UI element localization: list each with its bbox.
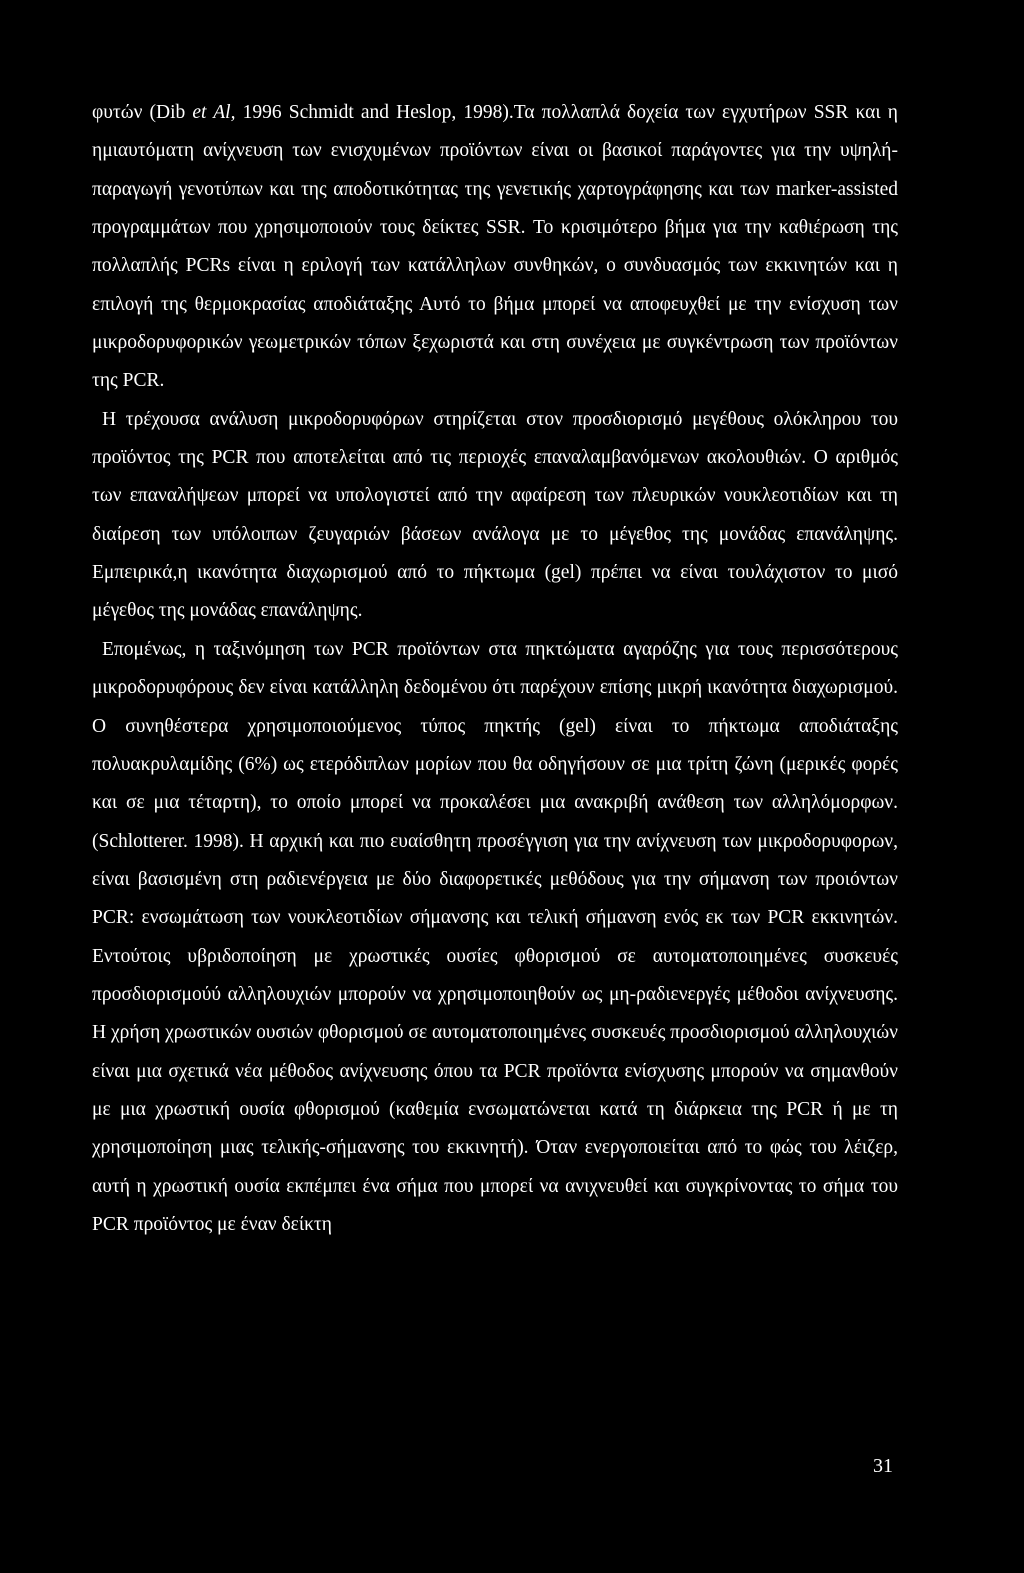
paragraph-2: [92, 401, 898, 631]
paragraph-3-text: Επομένως, η ταξινόμηση των PCR προϊόντων στα πηκτώματα αγαρόζης για τους περισσότερους μικροδορυφόρους δεν είναι κατάλληλη δεδομένου ότι παρέχουν επίσης μικρή ικανότητα διαχωρισμού. Ο συνηθέστερα χρησιμοποιούμενος τύπος πηκτής (gel) είναι το πήκτωμα αποδιάταξης πολυακρυλαμίδης (6%) ως ετερόδιπλων μορίων που θα οδηγήσουν σε μια τρίτη ζώνη (μερικές φορές και σε μια τέταρτη), το οποίο μπορεί να προκαλέσει μια ανακριβή ανάθεση των αλληλόμορφων.(Schlotterer. 1998). Η αρχική και πιο ευαίσθητη προσέγγιση για την ανίχνευση των μικροδορυφορων, είναι βασισμένη στη ραδιενέργεια με δύο διαφορετικές μεθόδους για την σήμανση των προιόντων PCR: ενσωμάτωση των νουκλεοτιδίων σήμανσης και τελική σήμανση ενός εκ των PCR εκκινητών. Εντούτοις υβριδοποίηση με χρωστικές ουσίες φθορισμού σε αυτοματοποιημένες συσκευές προσδιορισμούύ αλληλουχιών μπορούν να χρησιμοποιηθούν ως μη-ραδιενεργές μέθοδοι ανίχνευσης. Η χρήση χρωστικών ουσιών φθορισμού σε αυτοματοποιημένες συσκευές προσδιορισμού αλληλουχιών είναι μια σχετικά νέα μέθοδος ανίχνευσης όπου τα PCR προϊόντα ενίσχυσης μπορούν να σημανθούν με μια χρωστική ουσία φθορισμού (καθεμία ενσωματώνεται κατά τη διάρκεια της PCR ή με τη χρησιμοποίηση μιας τελικής-σήμανσης του εκκινητή). Όταν ενεργοποιείται από το φώς του λέιζερ, αυτή η χρωστική ουσία εκπέμπει ένα σήμα που μπορεί να ανιχνευθεί και συγκρίνοντας το σήμα του PCR προϊόντος με έναν δείκτη: [92, 638, 898, 1235]
body-text: [92, 94, 898, 1244]
paragraph-3: [92, 631, 898, 1245]
paragraph-1-citation-italic: et Al,: [192, 102, 236, 123]
paragraph-1-text-1: φυτών (Dib: [92, 102, 193, 123]
paragraph-1-text-2: 1996 Schmidt and Heslop, 1998).Τα πολλαπλά δοχεία των εγχυτήρων SSR και η ημιαυτόματη ανίχνευση των ενισχυμένων προϊόντων είναι οι βασικοί παράγοντες για την υψηλή-παραγωγή γενοτύπων και της αποδοτικότητας της γενετικής χαρτογράφησης και των marker-assisted προγραμμάτων που χρησιμοποιούν τους δείκτες SSR. Το κρισιμότερο βήμα για την καθιέρωση της πολλαπλής PCRs είναι η εριλογή των κατάλληλων συνθηκών, ο συνδυασμός των εκκινητών και η επιλογή της θερμοκρασίας αποδιάταξης Αυτό το βήμα μπορεί να αποφευχθεί με την ενίσχυση των μικροδορυφορικών γεωμετρικών τόπων ξεχωριστά και στη συνέχεια με συγκέντρωση των προϊόντων της PCR.: [92, 102, 898, 392]
paragraph-1: [92, 94, 898, 401]
paragraph-2-text: Η τρέχουσα ανάλυση μικροδορυφόρων στηρίζεται στον προσδιορισμό μεγέθους ολόκληρου του προϊόντος της PCR που αποτελείται από τις περιοχές επαναλαμβανόμενων ακολουθιών. Ο αριθμός των επαναλήψεων μπορεί να υπολογιστεί από την αφαίρεση των πλευρικών νουκλεοτιδίων και τη διαίρεση των υπόλοιπων ζευγαριών βάσεων ανάλογα με το μέγεθος της μονάδας επανάληψης. Εμπειρικά,η ικανότητα διαχωρισμού από το πήκτωμα (gel) πρέπει να είναι τουλάχιστον το μισό μέγεθος της μονάδας επανάληψης.: [92, 408, 898, 622]
page-number: 31: [873, 1455, 893, 1477]
